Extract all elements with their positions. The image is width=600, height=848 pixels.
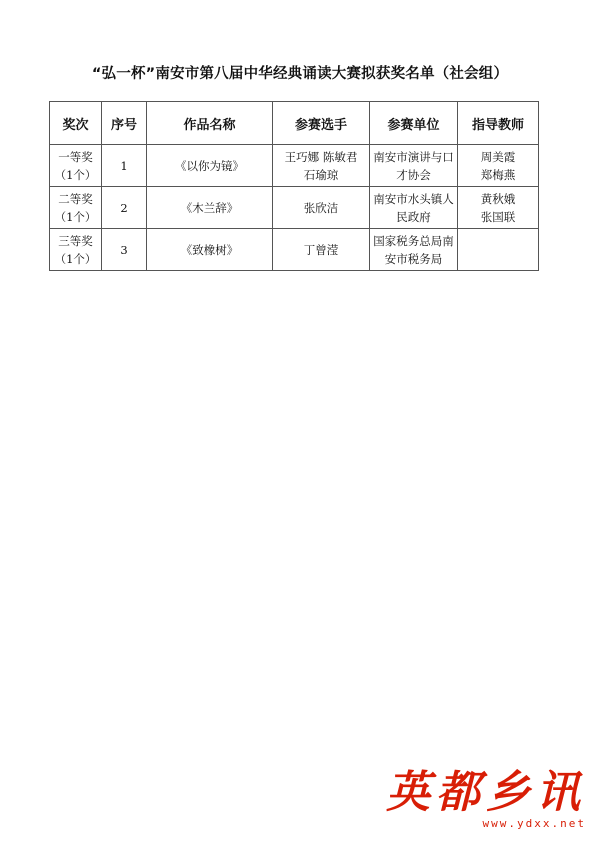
watermark-logo: 英都乡讯 (386, 767, 586, 818)
players-cell: 丁曾滢 (273, 229, 370, 271)
table-row (50, 145, 539, 187)
unit-cell: 国家税务总局南 安市税务局 (370, 229, 458, 271)
work-cell: 《木兰辞》 (147, 187, 273, 229)
header-unit: 参赛单位 (370, 102, 458, 145)
header-award: 奖次 (50, 102, 102, 145)
award-cell: 三等奖 （1个） (50, 229, 102, 271)
award-cell: 一等奖 （1个） (50, 145, 102, 187)
watermark-url: www.ydxx.net (482, 817, 586, 830)
table-header-row (50, 102, 539, 145)
award-table (49, 101, 539, 271)
number-cell: 3 (102, 229, 147, 271)
award-cell: 二等奖 （1个） (50, 187, 102, 229)
header-work: 作品名称 (147, 102, 273, 145)
header-players: 参赛选手 (273, 102, 370, 145)
table-row (50, 229, 539, 271)
unit-cell: 南安市水头镇人 民政府 (370, 187, 458, 229)
players-cell: 王巧娜 陈敏君 石瑜琼 (273, 145, 370, 187)
teachers-cell: 黄秋娥 张国联 (458, 187, 539, 229)
players-cell: 张欣洁 (273, 187, 370, 229)
number-cell: 2 (102, 187, 147, 229)
watermark (386, 767, 586, 830)
page-title: “弘一杯”南安市第八届中华经典诵读大赛拟获奖名单（社会组） (91, 66, 509, 82)
work-cell: 《致橡树》 (147, 229, 273, 271)
number-cell: 1 (102, 145, 147, 187)
teachers-cell: 周美霞 郑梅燕 (458, 145, 539, 187)
header-number: 序号 (102, 102, 147, 145)
unit-cell: 南安市演讲与口 才协会 (370, 145, 458, 187)
table-row (50, 187, 539, 229)
header-teachers: 指导教师 (458, 102, 539, 145)
work-cell: 《以你为镜》 (147, 145, 273, 187)
teachers-cell (458, 229, 539, 271)
